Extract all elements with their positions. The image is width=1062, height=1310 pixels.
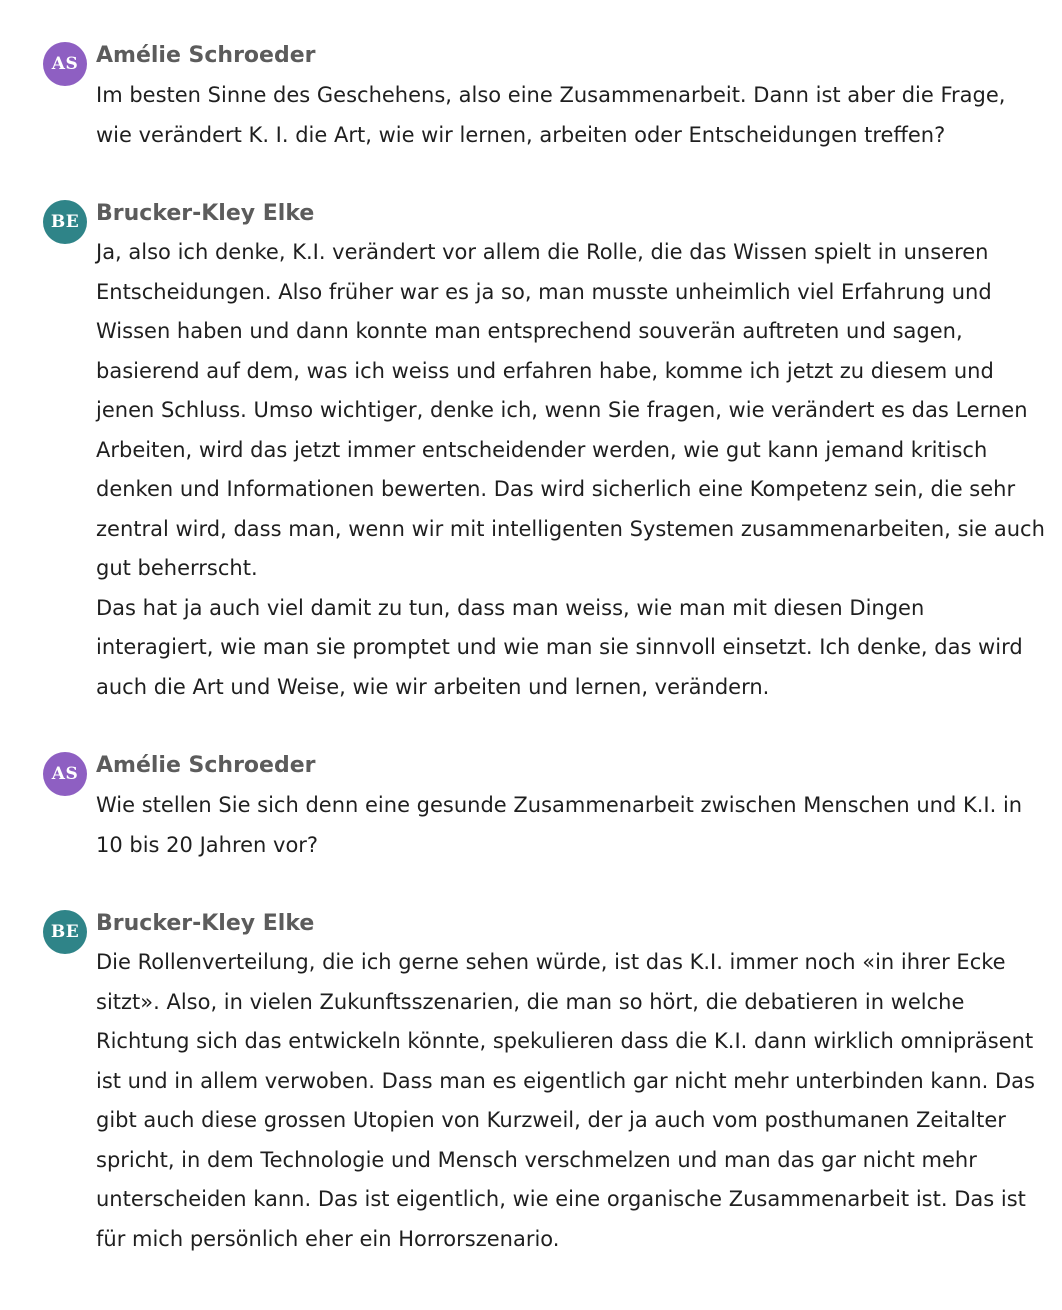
avatar: AS	[43, 752, 87, 796]
paragraph: Im besten Sinne des Geschehens, also eine Zusammenarbeit. Dann ist aber die Frage, wie verändert K. I. die Art, wie wir lernen, arbeiten oder Entscheidungen treffen?	[96, 83, 1006, 147]
entry-text	[96, 76, 1046, 155]
paragraph: Das hat ja auch viel damit zu tun, dass man weiss, wie man mit diesen Dingen interagiert, wie man sie promptet und wie man sie sinnvoll einsetzt. Ich denke, das wird auch die Art und Weise, wie wir arbeiten und lernen, verändern.	[96, 595, 1023, 699]
speaker-name: Brucker-Kley Elke	[96, 201, 315, 226]
speaker-name: Amélie Schroeder	[96, 43, 316, 68]
speaker-name: Amélie Schroeder	[96, 753, 316, 778]
entry-text	[96, 943, 1046, 1259]
speaker-name: Brucker-Kley Elke	[96, 911, 315, 936]
paragraph: Die Rollenverteilung, die ich gerne sehen würde, ist das K.I. immer noch «in ihrer Ecke sitzt». Also, in vielen Zukunftsszenarien, die man so hört, die debatieren in welche Richtung sich das entwickeln könnte, spekulieren dass die K.I. dann wirklich omnipräsent ist und in allem verwoben. Dass man es eigentlich gar nicht mehr unterbinden kann. Das gibt auch diese grossen Utopien von Kurzweil, der ja auch vom posthumanen Zeitalter spricht, in dem Technologie und Mensch verschmelzen und man das gar nicht mehr unterscheiden kann. Das ist eigentlich, wie eine organische Zusammenarbeit ist. Das ist für mich persönlich eher ein Horrorszenario.	[96, 950, 1035, 1251]
avatar: AS	[43, 42, 87, 86]
paragraph: Ja, also ich denke, K.I. verändert vor allem die Rolle, die das Wissen spielt in unseren Entscheidungen. Also früher war es ja so, man musste unheimlich viel Erfahrung und Wissen haben und dann konnte man entsprechend souverän auftreten und sagen, basierend auf dem, was ich weiss und erfahren habe, komme ich jetzt zu diesem und jenen Schluss. Umso wichtiger, denke ich, wenn Sie fragen, wie verändert es das Lernen Arbeiten, wird das jetzt immer entscheidender werden, wie gut kann jemand kritisch denken und Informationen bewerten. Das wird sicherlich eine Kompetenz sein, die sehr zentral wird, dass man, wenn wir mit intelligenten Systemen zusammenarbeiten, sie auch gut beherrscht.	[96, 240, 1045, 580]
entry-text	[96, 233, 1046, 707]
avatar: BE	[43, 200, 87, 244]
entry-text	[96, 786, 1046, 865]
avatar: BE	[43, 910, 87, 954]
paragraph: Wie stellen Sie sich denn eine gesunde Zusammenarbeit zwischen Menschen und K.I. in 10 bis 20 Jahren vor?	[96, 793, 1023, 857]
